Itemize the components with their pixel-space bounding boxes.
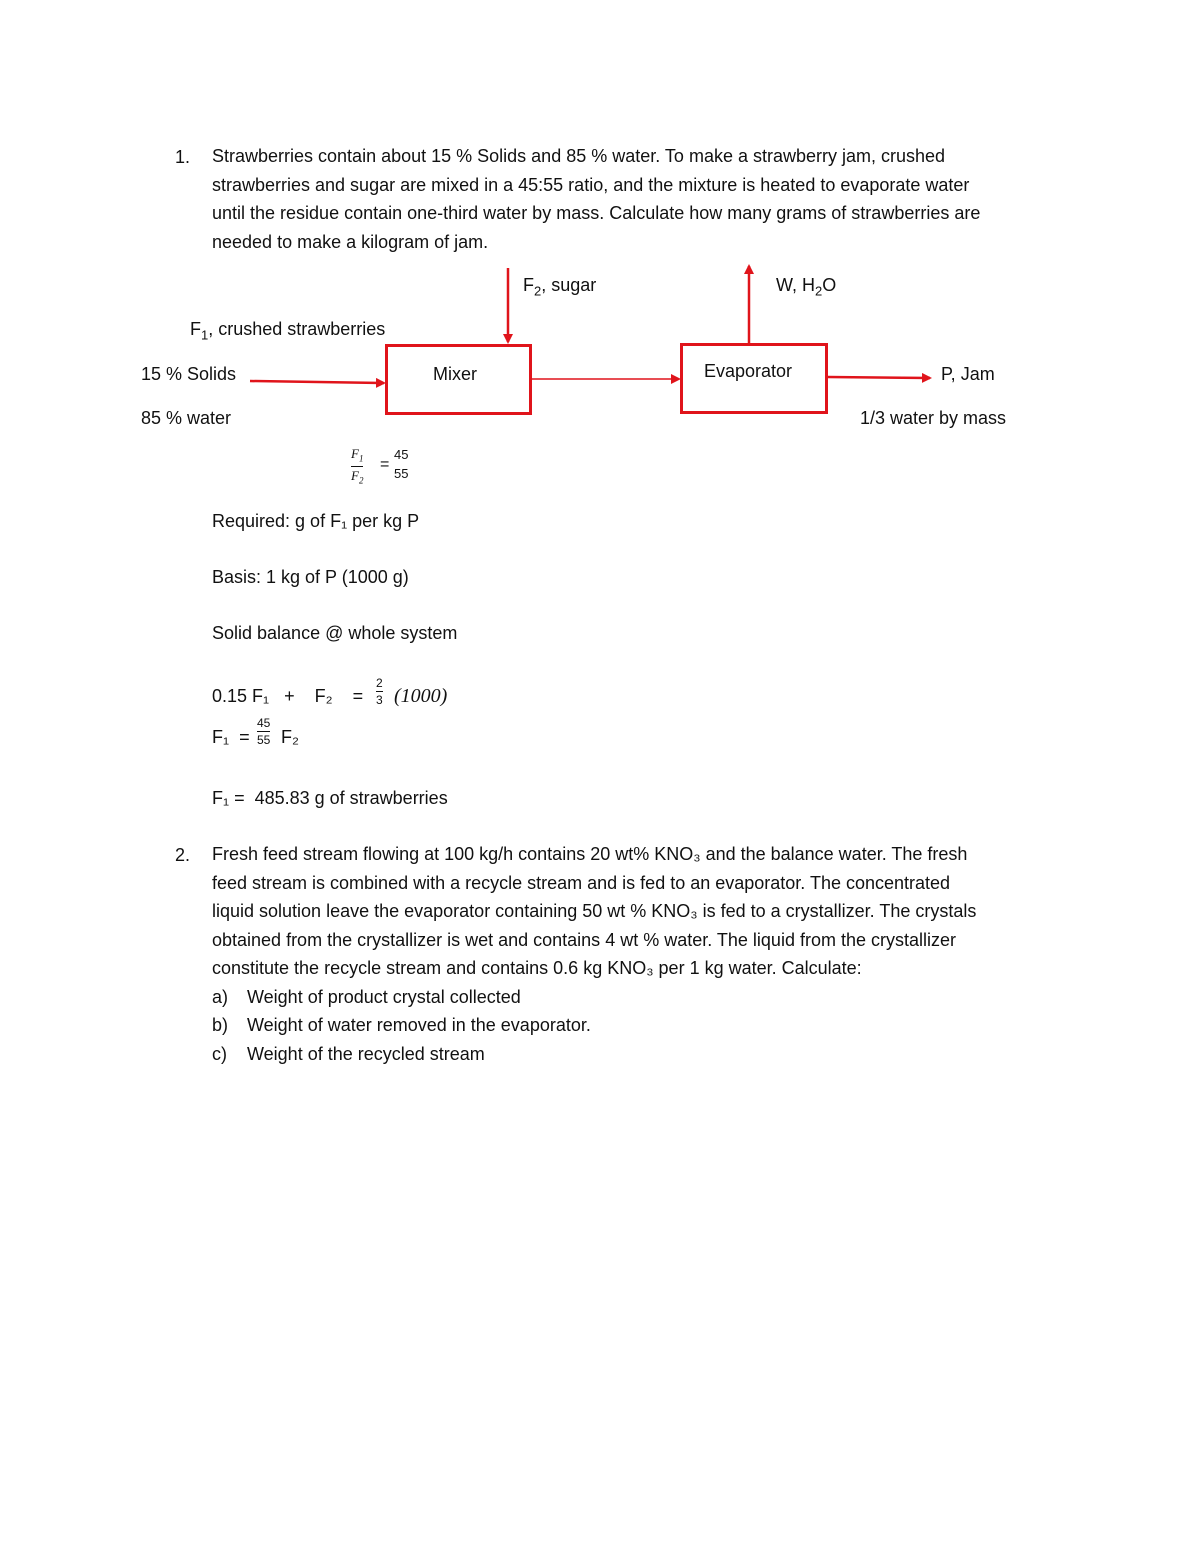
problem-2-line-1: Fresh feed stream flowing at 100 kg/h contains 20 wt% KNO₃ and the balance water. The fresh [212, 844, 968, 864]
flow-diagram-arrows [0, 0, 1200, 460]
product-water-note: 1/3 water by mass [860, 408, 1007, 428]
problem-2-item-b: b) Weight of water removed in the evaporator. [212, 1015, 591, 1035]
problem-2-line-5: constitute the recycle stream and contains 0.6 kg KNO₃ per 1 kg water. Calculate: [212, 958, 862, 978]
problem-2-line-4: obtained from the crystallizer is wet and contains 4 wt % water. The liquid from the crystallizer [212, 929, 956, 950]
problem-1-line-2: strawberries and sugar are mixed in a 45:55 ratio, and the mixture is heated to evaporate water [212, 174, 970, 195]
problem-1-number: 1. [175, 147, 191, 167]
balance-title: Solid balance @ whole system [212, 623, 458, 643]
problem-2-item-c: c) Weight of the recycled stream [212, 1043, 485, 1064]
problem-2-item-a: a) Weight of product crystal collected [212, 986, 521, 1007]
evaporator-label: Evaporator [704, 361, 793, 381]
problem-1-line-4: needed to make a kilogram of jam. [212, 231, 489, 252]
water-stream-label: W, $H_2O$ [776, 275, 837, 299]
product-arrow [828, 377, 930, 378]
solids-composition: 15 % Solids [141, 364, 237, 384]
problem-2-line-2: feed stream is combined with a recycle stream and is fed to an evaporator. The concentrated [212, 872, 951, 893]
equation-1-lhs: 0.15 F₁ + F₂ = [212, 686, 364, 706]
ratio-right-fraction: 45 55 [394, 447, 409, 481]
required-line: Required: g of F₁ per kg P [212, 511, 420, 531]
problem-2-statement [212, 840, 1112, 1068]
equation-2-fraction: 45 55 [257, 716, 271, 747]
ratio-left-fraction: $F_1$ $F_2$ [351, 446, 364, 486]
problem-2-line-3: liquid solution leave the evaporator containing 50 wt % KNO₃ is fed to a crystallizer. The crystals [212, 901, 977, 921]
problem-1-line-1: Strawberries contain about 15 % Solids and 85 % water. To make a strawberry jam, crushed [212, 146, 946, 166]
basis-line: Basis: 1 kg of P (1000 g) [212, 567, 409, 587]
equation-1-rhs: (1000) [394, 685, 448, 707]
sugar-stream-label: $F_2$, sugar [523, 275, 597, 299]
water-composition: 85 % water [141, 408, 232, 428]
equation-1-fraction: 2 3 [376, 676, 383, 707]
equation-2-lhs: F₁ = [212, 727, 250, 747]
strawberry-stream-label: $F_1$, crushed strawberries [190, 319, 386, 343]
problem-2-number: 2. [175, 845, 191, 865]
mixer-label: Mixer [433, 364, 477, 384]
strawberry-feed-arrow [250, 381, 384, 383]
equation-2-rhs: F₂ [281, 727, 299, 747]
product-label: P, Jam [941, 364, 995, 384]
answer-line: F₁ = 485.83 g of strawberries [212, 788, 448, 808]
problem-1-line-3: until the residue contain one-third water by mass. Calculate how many grams of strawberries are [212, 203, 981, 223]
ratio-equals: = [380, 456, 390, 473]
